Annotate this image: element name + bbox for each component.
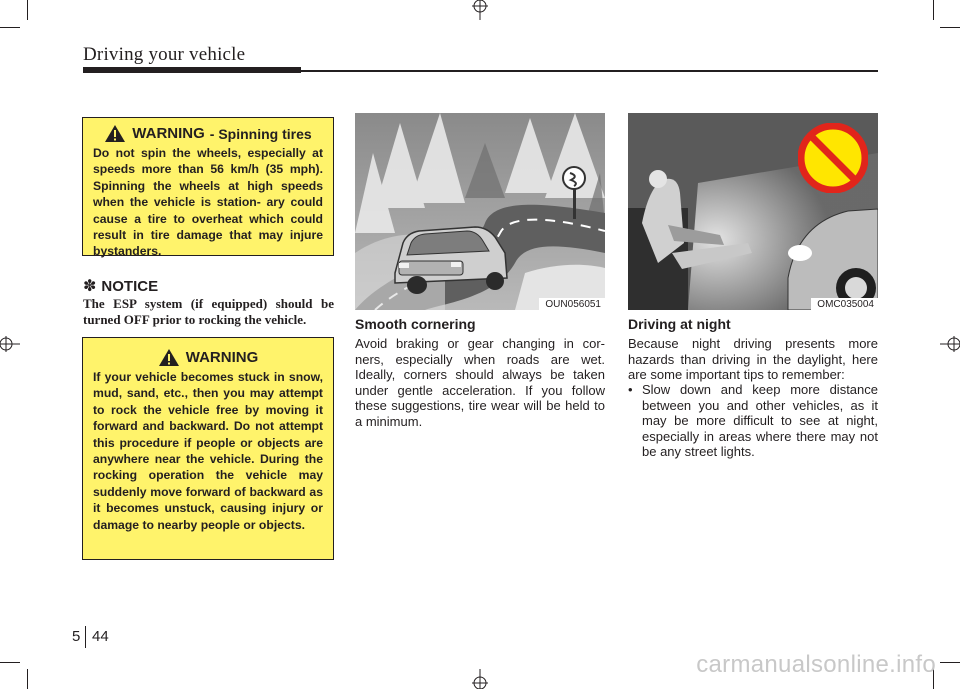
crop-mark-tr-h — [940, 27, 960, 28]
footer-chapter-number: 5 — [72, 628, 81, 645]
notice-title: NOTICE — [101, 277, 159, 295]
footer-page-number: 44 — [92, 628, 109, 645]
registration-mark-left — [0, 334, 20, 354]
section-intro-driving-at-night: Because night driving presents more hazards than driving in the daylight, here are some important tips to remember: — [628, 336, 878, 383]
registration-mark-right — [940, 334, 960, 354]
crop-mark-br-h — [940, 662, 960, 663]
notice-star-icon: ✽ — [83, 278, 97, 295]
figure-code-label: OUN056051 — [539, 298, 605, 310]
registration-mark-bottom — [470, 669, 490, 689]
warning-heading — [93, 124, 323, 143]
notice-heading — [83, 276, 158, 296]
watermark-text: carmanualsonline.info — [696, 651, 936, 678]
winding-road-drawing — [355, 113, 605, 310]
bullet-list-item — [628, 382, 878, 460]
warning-body-text: Do not spin the wheels, especially at speeds more than 56 km/h (35 mph). Spinning the wheels at high speeds when the vehicle is station- ary could cause a tire to overheat which could result in tire damage that may injure bystanders. — [93, 146, 323, 259]
warning-heading — [93, 348, 323, 367]
warning-box-stuck-vehicle — [82, 337, 334, 560]
notice-body-text: The ESP system (if equipped) should be turned OFF prior to rocking the vehicle. — [83, 296, 334, 327]
warning-title: WARNING — [132, 125, 205, 142]
prohibition-sign-icon — [798, 123, 868, 193]
crop-mark-bl-h — [0, 662, 20, 663]
page-header-title: Driving your vehicle — [83, 44, 246, 65]
warning-box-spinning-tires — [82, 117, 334, 259]
illustration-winding-road-car — [355, 113, 605, 310]
header-rule-thin — [301, 70, 878, 72]
warning-title: WARNING — [185, 349, 259, 366]
crop-mark-tl-h — [0, 27, 20, 28]
warning-body-text: If your vehicle becomes stuck in snow, mud, sand, etc., then you may attempt to rock the vehicle free by moving it forward and backward. Do not attempt this procedure if people or objects are anywhere near the vehicle. During the rocking operation the vehicle may suddenly move forward of backward as it becomes unstuck, causing injury or damage to nearby people or objects. — [93, 370, 323, 532]
bullet-text: Slow down and keep more distance between you and other vehicles, as it may be more difficult to see at night, especially in areas where there may not be any street lights. — [642, 382, 878, 460]
section-body-smooth-cornering: Avoid braking or gear changing in cor- ners, especially when roads are wet. Ideally, corners should always be taken under gentle acceleration. If you follow these suggestions, tire wear will be held to a minimum. — [355, 336, 605, 429]
illustration-night-driving — [628, 113, 878, 310]
figure-code-label: OMC035004 — [811, 298, 878, 310]
section-title-smooth-cornering: Smooth cornering — [355, 316, 476, 332]
warning-subtitle: - Spinning tires — [209, 125, 312, 142]
bullet-dot-icon: • — [628, 382, 633, 397]
warning-triangle-icon — [104, 124, 126, 143]
registration-mark-top — [470, 0, 490, 20]
footer-divider — [85, 626, 86, 648]
crop-mark-bl-v — [27, 669, 28, 689]
section-title-driving-at-night: Driving at night — [628, 316, 731, 332]
crop-mark-tr-v — [933, 0, 934, 20]
crop-mark-tl-v — [27, 0, 28, 20]
warning-triangle-icon — [158, 348, 180, 367]
header-rule-thick — [83, 67, 301, 73]
